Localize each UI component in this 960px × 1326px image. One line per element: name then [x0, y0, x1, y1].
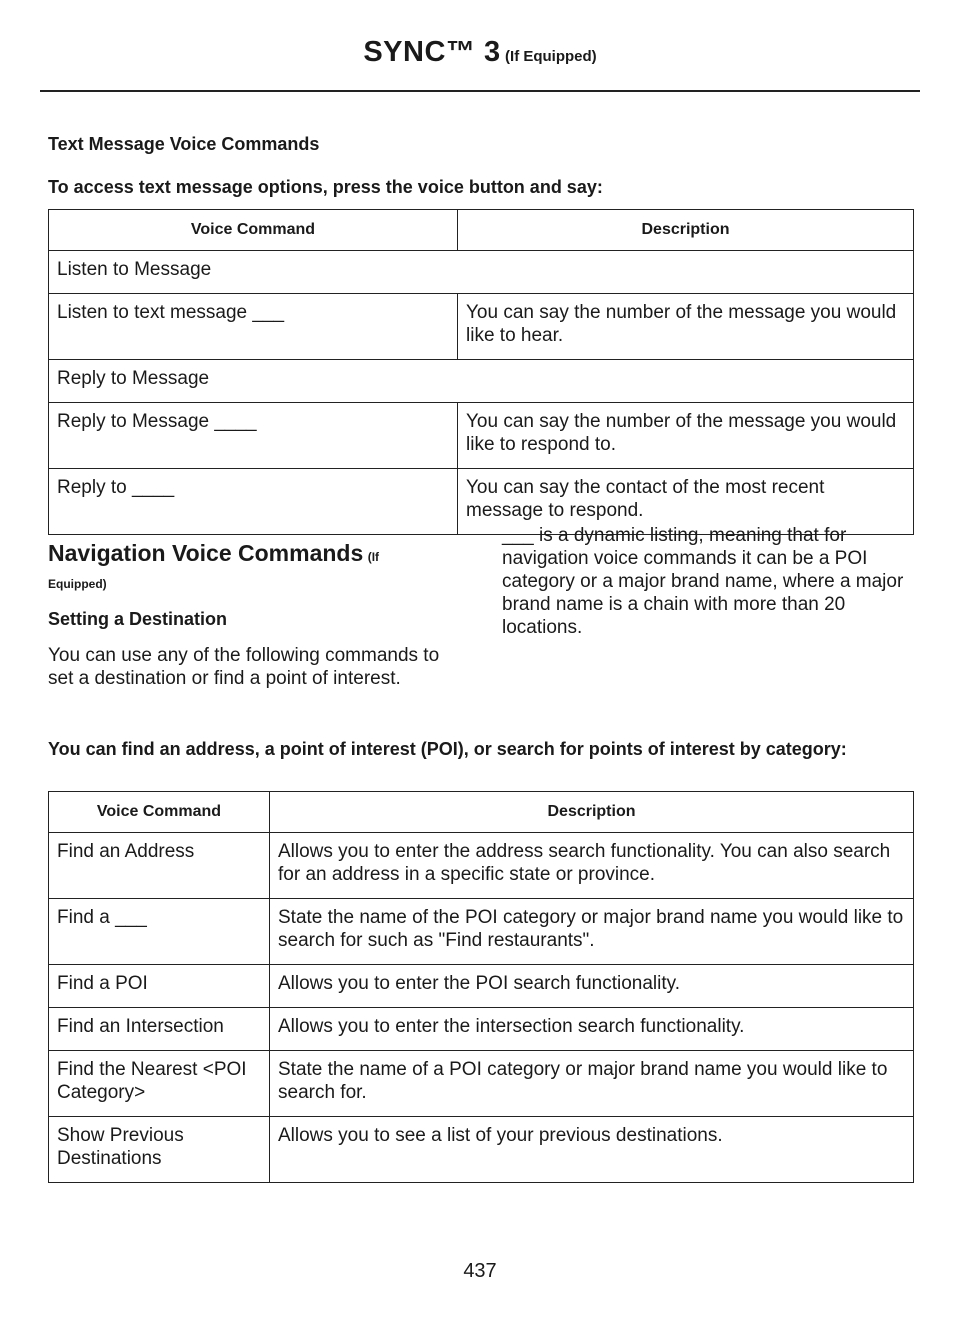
table-row [49, 1008, 914, 1051]
command-cell: Find an Address [49, 833, 270, 899]
description-cell: State the name of a POI category or major brand name you would like to search for. [270, 1051, 914, 1117]
column-header-command: Voice Command [49, 792, 270, 833]
table-row [49, 965, 914, 1008]
header-title: SYNC™ 3 [363, 36, 501, 68]
description-cell: State the name of the POI category or major brand name you would like to search for such as "Find restaurants". [270, 899, 914, 965]
command-cell: Show Previous Destinations [49, 1117, 270, 1183]
setting-destination-heading: Setting a Destination [48, 609, 228, 629]
setting-destination-paragraph: You can use any of the following commands to set a destination or find a point of interest. [48, 645, 440, 689]
command-cell: Find a ___ [49, 899, 270, 965]
table-header-row [49, 792, 914, 833]
nav-title-text: Navigation Voice Commands [48, 540, 364, 566]
command-cell: Find a POI [49, 965, 270, 1008]
table-row [49, 899, 914, 965]
nav-left-column [48, 540, 448, 690]
description-cell: You can say the contact of the most recent message to respond. [458, 469, 914, 535]
table-row [49, 294, 914, 360]
page-number: 437 [463, 1260, 497, 1282]
table-header-row [49, 210, 914, 251]
group-label: Reply to Message [49, 360, 914, 403]
description-cell: Allows you to enter the intersection search functionality. [270, 1008, 914, 1051]
description-cell: Allows you to enter the POI search functionality. [270, 965, 914, 1008]
table-row [49, 833, 914, 899]
description-cell: You can say the number of the message you would like to hear. [458, 294, 914, 360]
header-subtitle: (If Equipped) [505, 48, 597, 65]
description-cell: You can say the number of the message you would like to respond to. [458, 403, 914, 469]
nav-commands-table [48, 791, 914, 1183]
page-header [40, 36, 920, 69]
command-cell: Find an Intersection [49, 1008, 270, 1051]
table-group-row [49, 360, 914, 403]
column-header-description: Description [458, 210, 914, 251]
command-cell: Listen to text message ___ [49, 294, 458, 360]
dynamic-listing-note: ___ is a dynamic listing, meaning that for navigation voice commands it can be a POI category or a major brand name, where a major brand name is a chain with more than 20 locations. [502, 525, 904, 638]
table-group-row [49, 251, 914, 294]
text-commands-table [48, 209, 914, 535]
command-cell: Reply to Message ____ [49, 403, 458, 469]
poi-intro: You can find an address, a point of interest (POI), or search for points of interest by category: [48, 739, 847, 759]
group-label: Listen to Message [49, 251, 914, 294]
table-row [49, 403, 914, 469]
nav-title [48, 540, 448, 567]
command-cell: Reply to ____ [49, 469, 458, 535]
table-row [49, 1117, 914, 1183]
description-cell: Allows you to see a list of your previous destinations. [270, 1117, 914, 1183]
header-divider [40, 90, 920, 92]
table-row [49, 1051, 914, 1117]
description-cell: Allows you to enter the address search functionality. You can also search for an address in a specific state or province. [270, 833, 914, 899]
column-header-description: Description [270, 792, 914, 833]
column-header-command: Voice Command [49, 210, 458, 251]
nav-title-suffix: (If [367, 550, 380, 564]
nav-title-suffix-2: Equipped) [48, 577, 107, 591]
text-commands-heading: Text Message Voice Commands [48, 134, 320, 154]
command-cell: Find the Nearest <POI Category> [49, 1051, 270, 1117]
text-commands-intro: To access text message options, press the voice button and say: [48, 177, 603, 197]
